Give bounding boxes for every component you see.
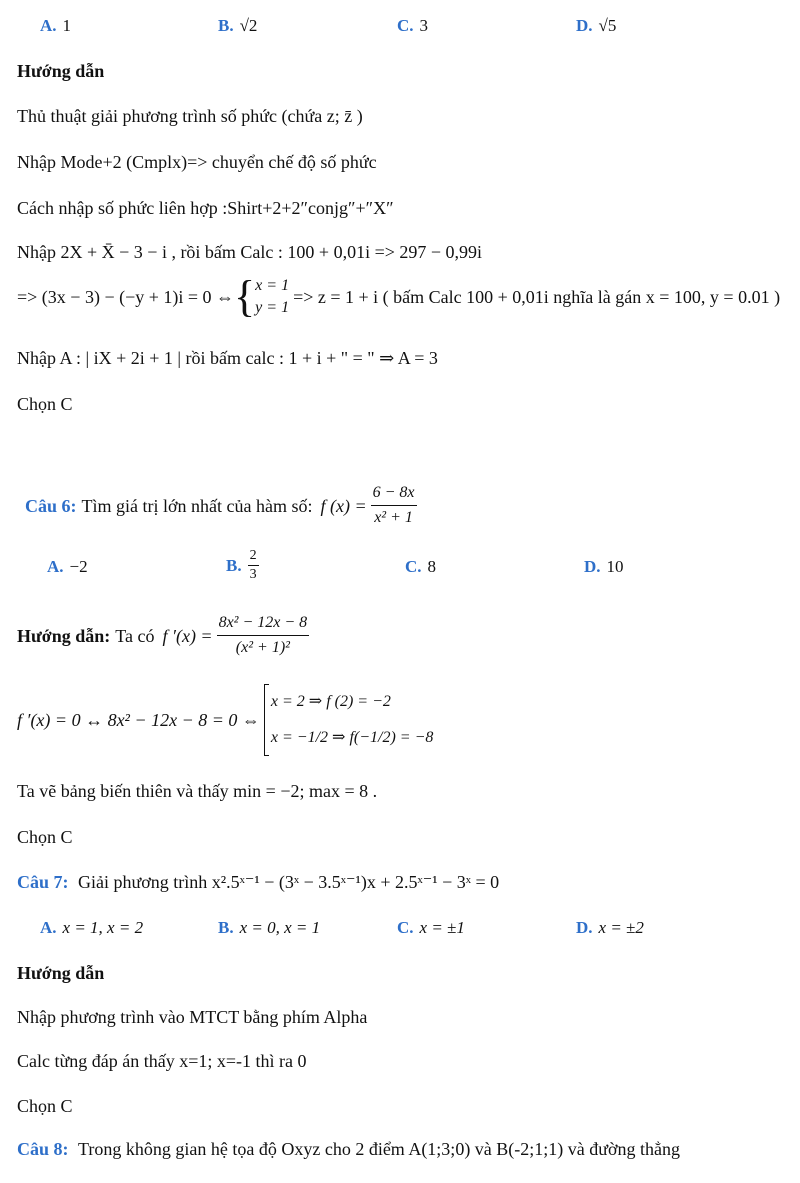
q5-system-eq2: y = 1 [255, 299, 290, 316]
q6-deriv-num: 8x² − 12x − 8 [217, 612, 310, 636]
q6-case2: x = −1/2 ⇒ f(−1/2) = −8 [270, 729, 434, 746]
q6-func-fraction [371, 482, 417, 529]
q5-line3: Cách nhập số phức liên hợp :Shirt+2+2″conjg″+″X″ [17, 198, 394, 218]
q5-option-d: D. √5 [576, 16, 617, 35]
q5-system-eq1: x = 1 [255, 277, 290, 294]
q5-line1: Thủ thuật giải phương trình số phức (chứa z; z̄ ) [17, 106, 363, 126]
q6-deriv-den: (x² + 1)² [235, 639, 290, 656]
q7-label: Câu 7: [17, 872, 69, 892]
q6-cases [264, 684, 433, 756]
q6-option-a: A. −2 [47, 557, 88, 576]
q7-option-d: D. x = ±2 [576, 918, 644, 937]
q7-option-c: C. x = ±1 [397, 918, 465, 937]
q7-option-a: A. x = 1, x = 2 [40, 918, 144, 937]
q8-text: Trong không gian hệ tọa độ Oxyz cho 2 điểm A(1;3;0) và B(-2;1;1) và đường thẳng [78, 1139, 681, 1159]
q6-eq-left: f ′(x) = 0 ↔ 8x² − 12x − 8 = 0 ⇔ [17, 710, 260, 730]
q5-option-b: B. √2 [218, 16, 258, 35]
q6-deriv-fraction [217, 612, 310, 659]
q7-question [17, 871, 499, 893]
q6-func-den: x² + 1 [374, 509, 413, 526]
q6-option-b-fraction: $\frac{2}{3}$ [249, 548, 257, 582]
q5-line6: Nhập A : | iX + 2i + 1 | rồi bấm calc : 1 + i + " = " ⇒ A = 3 [17, 348, 438, 368]
q7-choice: Chọn C [17, 1096, 73, 1116]
q5-line2: Nhập Mode+2 (Cmplx)=> chuyển chế độ số phức [17, 152, 377, 172]
q5-option-c: C. 3 [397, 16, 429, 35]
q6-text: Tìm giá trị lớn nhất của hàm số: [81, 495, 313, 516]
q7-option-b: B. x = 0, x = 1 [218, 918, 321, 937]
q6-option-b: B. $\frac{2}{3}$ [226, 548, 257, 582]
q5-line5-right: => z = 1 + i ( bấm Calc 100 + 0,01i nghĩa là gán x = 100, y = 0.01 ) [293, 287, 781, 307]
q6-conclusion: Ta vẽ bảng biến thiên và thấy min = −2; max = 8 . [17, 781, 378, 801]
q6-label: Câu 6: [25, 495, 77, 516]
q6-func-left: f (x) = [320, 495, 367, 516]
q5-option-a: A. 1 [40, 16, 72, 35]
q7-text: Giải phương trình x².5ˣ⁻¹ − (3ˣ − 3.5ˣ⁻¹)x + 2.5ˣ⁻¹ − 3ˣ = 0 [78, 872, 500, 892]
q8-label: Câu 8: [17, 1139, 69, 1159]
q6-deriv-left: f ′(x) = [162, 625, 213, 646]
q6-option-d: D. 10 [584, 557, 624, 576]
q5-choice: Chọn C [17, 394, 73, 414]
q5-line4: Nhập 2X + X̄ − 3 − i , rồi bấm Calc : 100 + 0,01i => 297 − 0,99i [17, 242, 483, 262]
q6-question [25, 482, 417, 529]
q7-line2: Calc từng đáp án thấy x=1; x=-1 thì ra 0 [17, 1051, 307, 1071]
q5-line5 [17, 272, 781, 321]
q6-case1: x = 2 ⇒ f (2) = −2 [270, 693, 391, 710]
q6-equation [17, 684, 433, 756]
q5-guide-title: Hướng dẫn [17, 61, 105, 81]
q8-question [17, 1138, 680, 1160]
system-brace: { [234, 272, 256, 321]
q5-system [255, 275, 289, 319]
q7-line1: Nhập phương trình vào MTCT bằng phím Alpha [17, 1007, 368, 1027]
q6-guide-text: Ta có [115, 625, 155, 646]
q6-guide [17, 612, 309, 659]
q7-guide-title: Hướng dẫn [17, 963, 105, 983]
q5-line5-left: => (3x − 3) − (−y + 1)i = 0 ⇔ [17, 287, 235, 307]
q6-option-c: C. 8 [405, 557, 437, 576]
q6-func-num: 6 − 8x [371, 482, 417, 506]
q6-guide-title: Hướng dẫn: [17, 625, 111, 646]
q6-choice: Chọn C [17, 827, 73, 847]
